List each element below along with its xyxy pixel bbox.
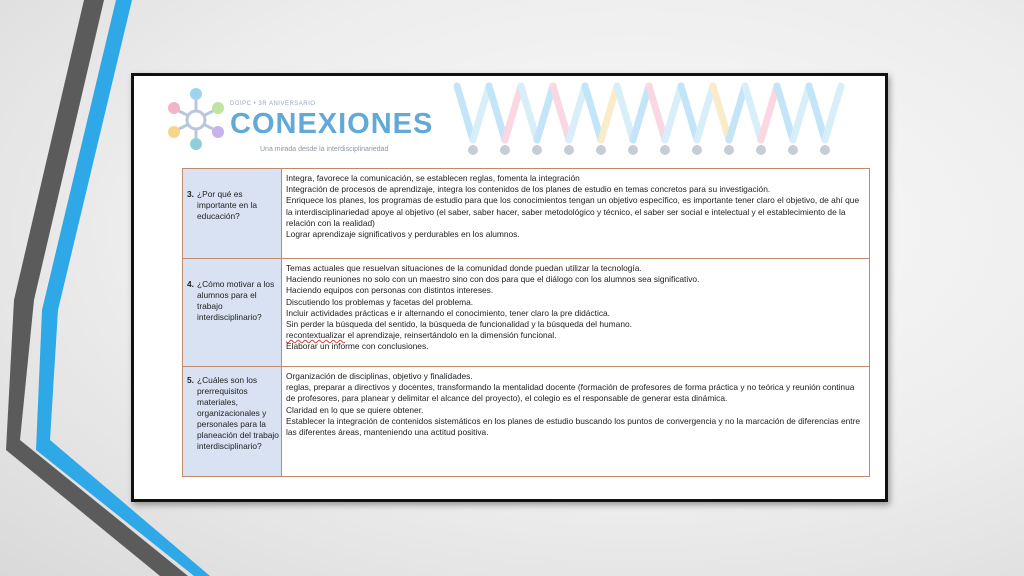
answer-line: Haciendo reuniones no solo con un maestro sino con dos para que el diálogo con los alumnos sea significativo. xyxy=(286,274,700,285)
table-row xyxy=(183,367,870,477)
answer-line: Lograr aprendizaje significativos y perdurables en los alumnos. xyxy=(286,229,520,240)
logo-super-text: DGIPC • 3R ANIVERSARIO xyxy=(230,101,316,107)
answer-cell xyxy=(282,169,870,259)
answer-line: Integra, favorece la comunicación, se establecen reglas, fomenta la integración xyxy=(286,173,580,183)
table-row xyxy=(183,169,870,259)
answer-line: Sin perder la búsqueda del sentido, la búsqueda de funcionalidad y la búsqueda del humano. xyxy=(286,319,632,330)
question-number: 3. xyxy=(187,189,194,199)
questions-table xyxy=(182,168,870,477)
decorative-stripes-banner xyxy=(449,80,869,160)
answer-line: Establecer la integración de contenidos sistemáticos en los planes de estudio buscando los puntos de convergencia y no la marcación de diferencias entre las diferentes áreas, manteniendo una actitud positiva. xyxy=(286,415,861,438)
answer-line: Temas actuales que resuelvan situaciones de la comunidad donde puedan utilizar la tecnología. xyxy=(286,263,642,273)
logo-title: CONEXIONES xyxy=(230,108,434,140)
question-cell xyxy=(183,169,282,259)
answer-line: Discutiendo los problemas y facetas del problema. xyxy=(286,296,474,307)
question-text: ¿Cuáles son los prerrequisitos materiales, organizacionales y personales para la planeación del trabajo interdisciplinario? xyxy=(197,375,279,451)
answer-cell xyxy=(282,367,870,477)
answer-line xyxy=(286,330,865,341)
answer-line: Integración de procesos de aprendizaje, integra los contenidos de los planes de estudio en temas concretos para su investigación. xyxy=(286,184,771,195)
answer-line: Organización de disciplinas, objetivo y finalidades. xyxy=(286,371,473,381)
logo-subtitle: Una mirada desde la interdisciplinariedad xyxy=(260,146,389,153)
answer-line: Claridad en lo que se quiere obtener. xyxy=(286,404,424,415)
answer-cell xyxy=(282,259,870,367)
answer-line: Incluir actividades prácticas e ir alternando el conocimiento, tener claro la pre didáctica. xyxy=(286,307,610,318)
question-text: ¿Por qué es importante en la educación? xyxy=(197,189,258,221)
embedded-document-image xyxy=(131,73,888,502)
spellcheck-flagged-word: recontextualizar xyxy=(286,330,346,341)
molecule-logo-icon xyxy=(164,86,228,150)
question-cell xyxy=(183,259,282,367)
question-cell xyxy=(183,367,282,477)
question-text: ¿Cómo motivar a los alumnos para el trabajo interdisciplinario? xyxy=(197,279,275,322)
answer-line: Elaborar un informe con conclusiones. xyxy=(286,341,429,352)
answer-line: Enriquece los planes, los programas de estudio para que los conocimientos tengan un objetivo específico, es importante tener claro el objetivo, de ahí que la interdisciplinariedad apoye al objetivo (el saber, saber hacer, saber metodológico y técnico, el saber ser social e intelectual y el establecimiento de la relación con la realidad) xyxy=(286,195,860,228)
table-row xyxy=(183,259,870,367)
answer-line-rest: el aprendizaje, reinsertándolo en la dimensión funcional. xyxy=(345,330,557,341)
question-number: 5. xyxy=(187,375,194,385)
answer-line: reglas, preparar a directivos y docentes, transformando la mentalidad docente (formación de profesores de forma práctica y no teórica y reunión continua de profesores, para planear y delimitar el alcance del proyecto), el colegio es el responsable de generar esta dinámica. xyxy=(286,382,855,404)
answer-line: Haciendo equipos con personas con distintos intereses. xyxy=(286,285,494,296)
conexiones-logo xyxy=(164,86,434,160)
question-number: 4. xyxy=(187,279,194,289)
